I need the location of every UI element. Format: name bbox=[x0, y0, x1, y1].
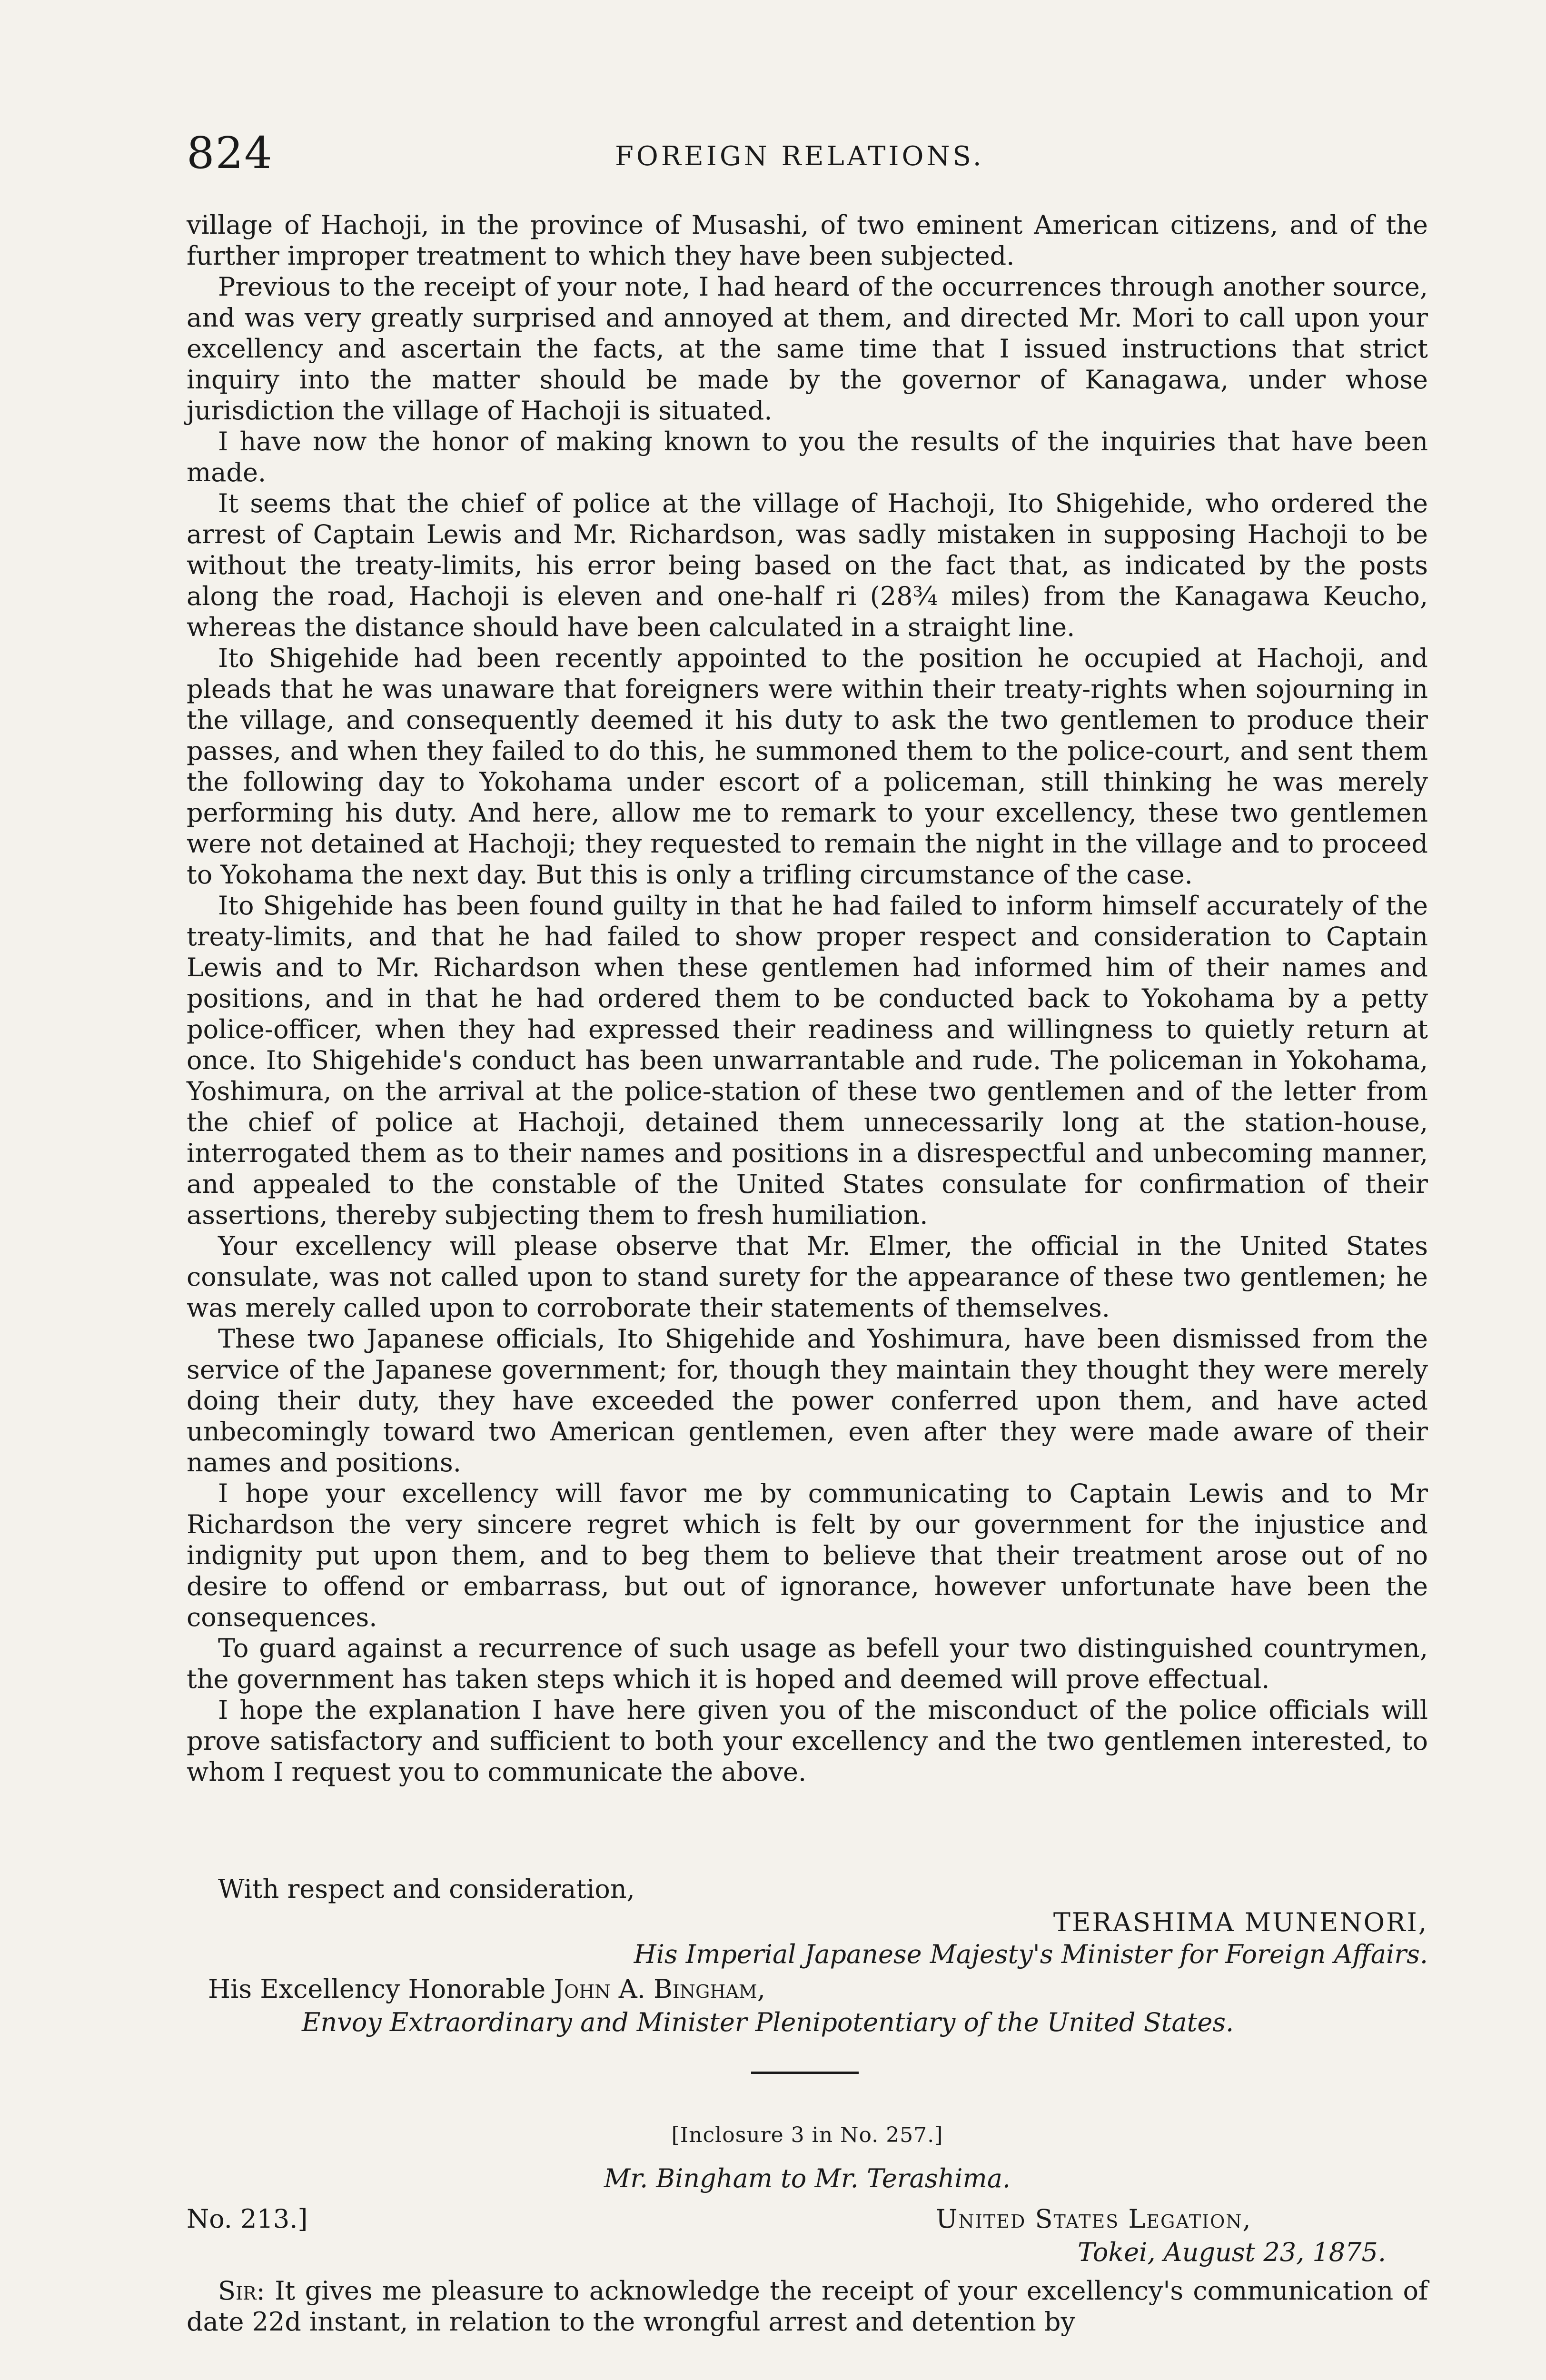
addressee bbox=[187, 1973, 1449, 2005]
section-divider bbox=[751, 2072, 859, 2074]
place-and-date: Tokei, August 23, 1875. bbox=[1078, 2237, 1386, 2267]
signer-name: TERASHIMA MUNENORI, bbox=[1053, 1907, 1428, 1937]
paragraph: Ito Shigehide had been recently appointed to the position he occupied at Hachoji, and pleads that he was unaware that foreigners were within their treaty-rights when sojourning in the village, and consequently deemed it his duty to ask the two gentlemen to produce their passes, and when they failed to do this, he summoned them to the police-court, and sent them the following day to Yokohama under escort of a policeman, still thinking he was merely performing his duty. And here, allow me to remark to your excellency, these two gentlemen were not detained at Hachoji; they requested to remain the night in the village and to proceed to Yokohama the next day. But this is only a trifling circumstance of the case. bbox=[187, 643, 1428, 890]
paragraph: Previous to the receipt of your note, I had heard of the occurrences through another source, and was very greatly surprised and annoyed at them, and directed Mr. Mori to call upon your excellency and ascertain the facts, at the same time that I issued instructions that strict inquiry into the matter should be made by the governor of Kanagawa, under whose jurisdiction the village of Hachoji is situated. bbox=[187, 272, 1428, 426]
running-head: FOREIGN RELATIONS. bbox=[615, 141, 984, 172]
enclosure-label: [Inclosure 3 in No. 257.] bbox=[671, 2123, 943, 2147]
paragraph: To guard against a recurrence of such usage as befell your two distinguished countrymen, the government has taken steps which it is hoped and deemed will prove effectual. bbox=[187, 1633, 1428, 1694]
paragraph: It seems that the chief of police at the village of Hachoji, Ito Shigehide, who ordered the arrest of Captain Lewis and Mr. Richardson, was sadly mistaken in supposing Hachoji to be without the treaty-limits, his error being based on the fact that, as indicated by the posts along the road, Hachoji is eleven and one-half ri (28¾ miles) from the Kanagawa Keucho, whereas the distance should have been calculated in a straight line. bbox=[187, 488, 1428, 642]
paragraph: I have now the honor of making known to you the results of the inquiries that have been made. bbox=[187, 426, 1428, 487]
paragraph: Your excellency will please observe that Mr. Elmer, the official in the United States consulate, was not called upon to stand surety for the appearance of these two gentlemen; he was merely called upon to corroborate their statements of themselves. bbox=[187, 1231, 1428, 1323]
signer-title: His Imperial Japanese Majesty's Minister for Foreign Affairs. bbox=[634, 1939, 1428, 1969]
paragraph: I hope the explanation I have here given you of the misconduct of the police officials will prove satisfactory and sufficient to both your excellency and the two gentlemen interested, to whom I request you to communicate the above. bbox=[187, 1695, 1428, 1787]
paragraph: Ito Shigehide has been found guilty in that he had failed to inform himself accurately of the treaty-limits, and that he had failed to show proper respect and consideration to Captain Lewis and to Mr. Richardson when these gentlemen had informed him of their names and positions, and in that he had ordered them to be conducted back to Yokohama by a petty police-officer, when they had expressed their readiness and willingness to quietly return at once. Ito Shigehide's conduct has been unwarrantable and rude. The policeman in Yokohama, Yoshimura, on the arrival at the police-station of these two gentlemen and of the letter from the chief of police at Hachoji, detained them unnecessarily long at the station-house, interrogated them as to their names and positions in a disrespectful and unbecoming manner, and appealed to the constable of the United States consulate for confirmation of their assertions, thereby subjecting them to fresh humiliation. bbox=[187, 891, 1428, 1230]
letter-body bbox=[187, 209, 1428, 1787]
paragraph: I hope your excellency will favor me by communicating to Captain Lewis and to Mr Richardson the very sincere regret which is felt by our government for the injustice and indignity put upon them, and to beg them to believe that their treatment arose out of no desire to offend or embarrass, but out of ignorance, however unfortunate have been the consequences. bbox=[187, 1478, 1428, 1632]
document-number: No. 213.] bbox=[187, 2204, 308, 2234]
paragraph: These two Japanese officials, Ito Shigehide and Yoshimura, have been dismissed from the service of the Japanese government; for, though they maintain they thought they were merely doing their duty, they have exceeded the power conferred upon them, and have acted unbecomingly toward two American gentlemen, even after they were made aware of their names and positions. bbox=[187, 1324, 1428, 1478]
addressee-prefix: His Excellency Honorable bbox=[208, 1974, 554, 2004]
opening-paragraph bbox=[187, 2275, 1428, 2337]
paragraph: village of Hachoji, in the province of Musashi, of two eminent American citizens, and of the further improper treatment to which they have been subjected. bbox=[187, 210, 1428, 271]
page-header bbox=[187, 128, 1424, 180]
letter-title: Mr. Bingham to Mr. Terashima. bbox=[604, 2163, 1011, 2193]
addressee-title: Envoy Extraordinary and Minister Plenipotentiary of the United States. bbox=[302, 2007, 1234, 2037]
page-number: 824 bbox=[187, 128, 273, 178]
opening-text: It gives me pleasure to acknowledge the receipt of your excellency's communication of date 22d instant, in relation to the wrongful arrest and detention by bbox=[187, 2276, 1428, 2337]
salutation: Sir: bbox=[218, 2276, 265, 2306]
addressee-name: John A. Bingham, bbox=[554, 1974, 766, 2004]
legation-heading: United States Legation, bbox=[936, 2204, 1252, 2234]
closing-line: With respect and consideration, bbox=[218, 1874, 635, 1904]
